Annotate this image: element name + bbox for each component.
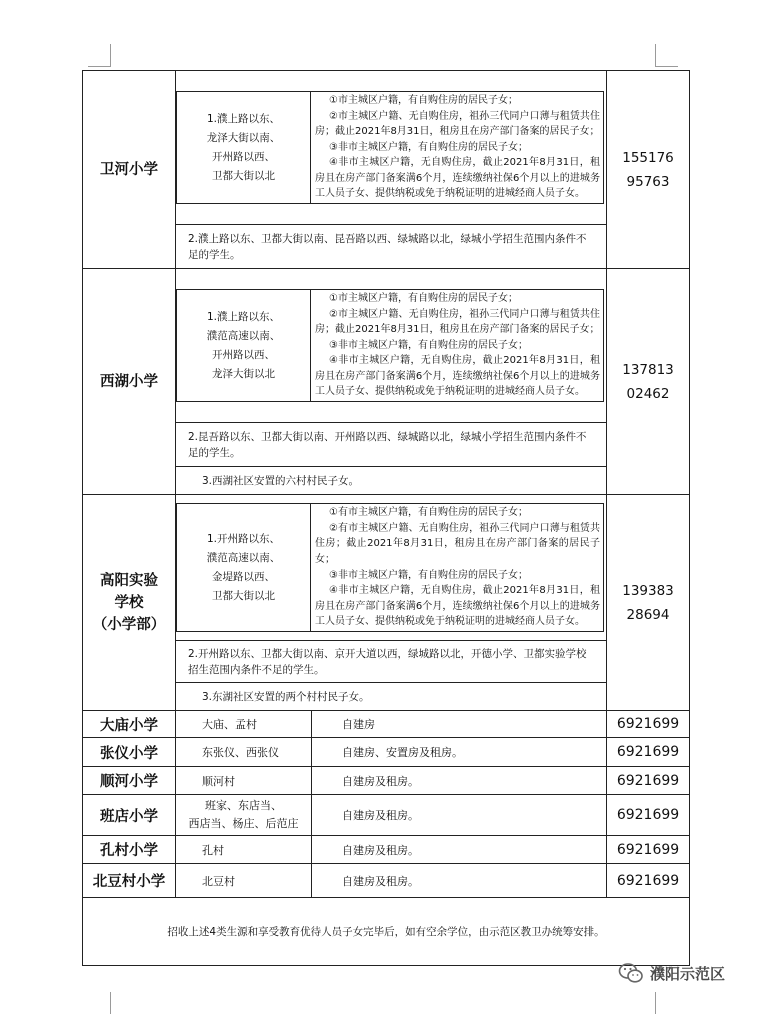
area-line: 1.濮上路以东、	[206, 112, 281, 125]
area-line: 1.濮上路以东、	[206, 310, 281, 323]
zone-note: 2.濮上路以东、卫都大街以南、昆吾路以西、绿城路以北，绿城小学招生范围内条件不足的学生。	[176, 225, 607, 269]
condition: ①市主城区户籍，有自购住房的居民子女；	[329, 94, 518, 106]
condition: ④非市主城区户籍，无自购住房，截止2021年8月31日，租房且在房产部门备案满6个月，连续缴纳社保6个月以上的进城务工人员子女、提供纳税或免于纳税证明的进城经商人员子女。	[315, 585, 601, 628]
school-name: 顺河小学	[83, 767, 176, 795]
school-area	[176, 795, 312, 836]
school-housing: 自建房及租房。	[312, 767, 607, 795]
zone-note: 2.开州路以东、卫都大街以南、京开大道以西，绿城路以北，开德小学、卫都实验学校招生范围内条件不足的学生。	[176, 641, 607, 683]
table-row	[83, 864, 690, 898]
area-line: 开州路以西、	[212, 348, 275, 361]
condition: ①有市主城区户籍，有自购住房的居民子女；	[329, 507, 528, 519]
school-housing: 自建房及租房。	[312, 864, 607, 898]
school-area: 大庙、孟村	[176, 711, 312, 738]
school-name-line: 学校	[114, 594, 144, 611]
school-housing: 自建房、安置房及租房。	[312, 738, 607, 767]
school-name: 西湖小学	[83, 269, 176, 495]
school-phone: 6921699	[607, 864, 690, 898]
phone-line: 139383	[622, 582, 674, 599]
table-row	[83, 767, 690, 795]
phone-line: 28694	[626, 606, 670, 623]
area-line: 濮范高速以南、	[206, 551, 281, 564]
area-line: 龙泽大街以南、	[206, 131, 281, 144]
phone-number	[607, 269, 690, 495]
school-name: 班店小学	[83, 795, 176, 836]
condition: ③非市主城区户籍，有自购住房的居民子女；	[329, 339, 528, 351]
enrollment-table	[82, 70, 690, 966]
school-name: 卫河小学	[83, 71, 176, 269]
crop-mark-top-left	[88, 44, 111, 67]
area-line: 西店当、杨庄、后范庄	[188, 817, 299, 830]
school-area: 北豆村	[176, 864, 312, 898]
school-name-line: 高阳实验	[100, 572, 158, 589]
condition: ②市主城区户籍、无自购住房，祖孙三代同户口薄与租赁共住房；截止2021年8月31日，租房且在房产部门备案的居民子女；	[315, 308, 601, 336]
phone-number	[607, 71, 690, 269]
zone-conditions	[311, 504, 604, 632]
school-phone: 6921699	[607, 795, 690, 836]
school-name-line: （小学部）	[92, 616, 166, 633]
school-name	[83, 495, 176, 711]
condition: ③非市主城区户籍，有自购住房的居民子女；	[329, 569, 528, 581]
phone-line: 02462	[626, 385, 670, 402]
zone-conditions	[311, 91, 604, 203]
area-line: 卫都大街以北	[212, 169, 275, 182]
school-housing: 自建房	[312, 711, 607, 738]
condition: ④非市主城区户籍，无自购住房，截止2021年8月31日，租房且在房产部门备案满6个月，连续缴纳社保6个月以上的进城务工人员子女、提供纳税或免于纳税证明的进城经商人员子女。	[315, 355, 601, 398]
phone-line: 155176	[622, 149, 674, 166]
table-row	[83, 795, 690, 836]
footer-note: 招收上述4类生源和享受教育优待人员子女完毕后，如有空余学位，由示范区教卫办统筹安排。	[83, 898, 690, 966]
area-line: 开州路以西、	[212, 150, 275, 163]
table-row	[83, 738, 690, 767]
condition: ②有市主城区户籍、无自购住房，祖孙三代同户口薄与租赁共住房；截止2021年8月31日，租房且在房产部门备案的居民子女；	[315, 522, 601, 565]
zone-conditions	[311, 289, 604, 401]
crop-mark-bottom-right	[655, 992, 678, 1014]
condition: ④非市主城区户籍，无自购住房，截止2021年8月31日，租房且在房产部门备案满6个月，连续缴纳社保6个月以上的进城务工人员子女、提供纳税或免于纳税证明的进城经商人员子女。	[315, 157, 601, 200]
crop-mark-bottom-left	[88, 992, 111, 1014]
area-line: 龙泽大街以北	[212, 367, 275, 380]
crop-mark-top-right	[655, 44, 678, 67]
zone-table	[176, 503, 604, 632]
school-phone: 6921699	[607, 711, 690, 738]
area-line: 金堤路以西、	[212, 570, 275, 583]
zone-area	[177, 504, 311, 632]
wechat-icon	[618, 962, 644, 984]
condition: ③非市主城区户籍，有自购住房的居民子女；	[329, 141, 528, 153]
school-housing: 自建房及租房。	[312, 795, 607, 836]
school-name: 北豆村小学	[83, 864, 176, 898]
zone-table	[176, 289, 604, 402]
school-phone: 6921699	[607, 767, 690, 795]
table-row	[83, 836, 690, 864]
zone-note: 3.西湖社区安置的六村村民子女。	[176, 467, 607, 495]
watermark	[618, 962, 725, 984]
area-line: 班家、东店当、	[205, 799, 282, 812]
condition: ①市主城区户籍，有自购住房的居民子女；	[329, 292, 518, 304]
phone-line: 95763	[626, 173, 670, 190]
table-row	[83, 711, 690, 738]
school-name: 大庙小学	[83, 711, 176, 738]
phone-number	[607, 495, 690, 711]
school-name: 孔村小学	[83, 836, 176, 864]
school-name: 张仪小学	[83, 738, 176, 767]
school-housing: 自建房及租房。	[312, 836, 607, 864]
zone-table	[176, 91, 604, 204]
phone-line: 137813	[622, 361, 674, 378]
zone-area	[177, 91, 311, 203]
area-line: 1.开州路以东、	[206, 532, 281, 545]
school-area: 顺河村	[176, 767, 312, 795]
zone-area	[177, 289, 311, 401]
area-line: 卫都大街以北	[212, 589, 275, 602]
watermark-text: 濮阳示范区	[650, 964, 726, 983]
school-phone: 6921699	[607, 836, 690, 864]
school-area: 东张仪、西张仪	[176, 738, 312, 767]
school-phone: 6921699	[607, 738, 690, 767]
area-line: 濮范高速以南、	[206, 329, 281, 342]
zone-note: 3.东湖社区安置的两个村村民子女。	[176, 683, 607, 711]
condition: ②市主城区户籍、无自购住房，祖孙三代同户口薄与租赁共住房；截止2021年8月31日，租房且在房产部门备案的居民子女；	[315, 110, 601, 138]
zone-note: 2.昆吾路以东、卫都大街以南、开州路以西、绿城路以北，绿城小学招生范围内条件不足的学生。	[176, 423, 607, 467]
school-area: 孔村	[176, 836, 312, 864]
